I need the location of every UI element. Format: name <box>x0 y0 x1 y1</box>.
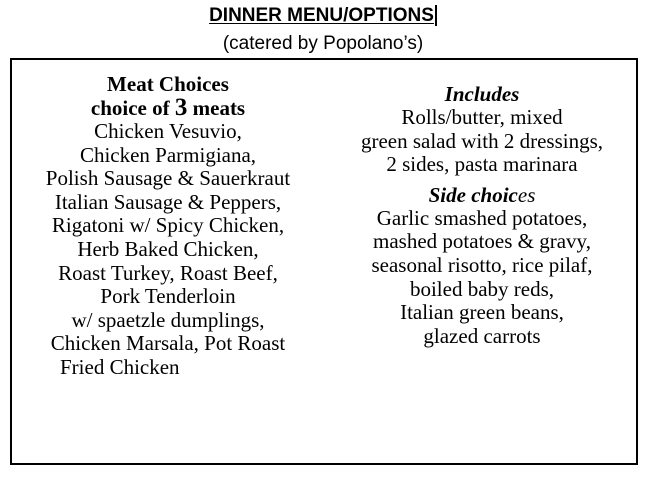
meat-item: Roast Turkey, Roast Beef, <box>58 260 278 285</box>
side-item: Italian green beans, <box>400 300 564 325</box>
side-item: glazed carrots <box>423 323 541 348</box>
meat-item: Herb Baked Chicken, <box>77 236 259 261</box>
meat-item: Rigatoni w/ Spicy Chicken, <box>51 213 285 238</box>
side-heading-main: Side choic <box>428 182 518 207</box>
menu-title <box>0 4 646 28</box>
meat-item: Chicken Marsala, Pot Roast <box>50 331 286 356</box>
side-item: seasonal risotto, rice pilaf, <box>371 252 593 277</box>
meat-item: Italian Sausage & Peppers, <box>54 189 282 214</box>
includes-sides-column <box>326 72 638 348</box>
meat-item: Chicken Parmigiana, <box>79 142 257 167</box>
meat-subheading-number: 3 <box>174 94 188 121</box>
meat-item: Polish Sausage & Sauerkraut <box>45 166 291 191</box>
meat-item: w/ spaetzle dumplings, <box>71 307 265 332</box>
includes-items-list <box>326 106 638 177</box>
meat-choices-subheading <box>12 96 324 120</box>
includes-item: green salad with 2 dressings, <box>360 128 604 153</box>
side-items-list <box>326 207 638 349</box>
meat-item: Pork Tenderloin <box>100 284 236 309</box>
menu-title-text: DINNER MENU/OPTIONS <box>209 5 437 26</box>
side-item: Garlic smashed potatoes, <box>376 205 588 230</box>
includes-item: Rolls/butter, mixed <box>401 105 563 129</box>
meat-choices-column <box>12 72 324 380</box>
side-heading-tail: es <box>517 182 536 207</box>
includes-item: 2 sides, pasta marinara <box>386 152 578 177</box>
meat-items-list <box>12 120 324 380</box>
meat-choices-heading: Meat Choices <box>107 72 229 96</box>
menu-subtitle: (catered by Popolano’s) <box>222 33 424 54</box>
meat-subheading-prefix: choice of <box>90 96 175 120</box>
meat-item: Chicken Vesuvio, <box>94 119 242 143</box>
side-item: boiled baby reds, <box>409 276 555 301</box>
meat-subheading-suffix: meats <box>187 96 246 120</box>
menu-box <box>10 58 638 465</box>
side-item: mashed potatoes & gravy, <box>373 229 591 254</box>
meat-item: Fried Chicken <box>60 354 180 379</box>
includes-heading: Includes <box>444 82 520 106</box>
side-choices-heading <box>326 183 638 207</box>
